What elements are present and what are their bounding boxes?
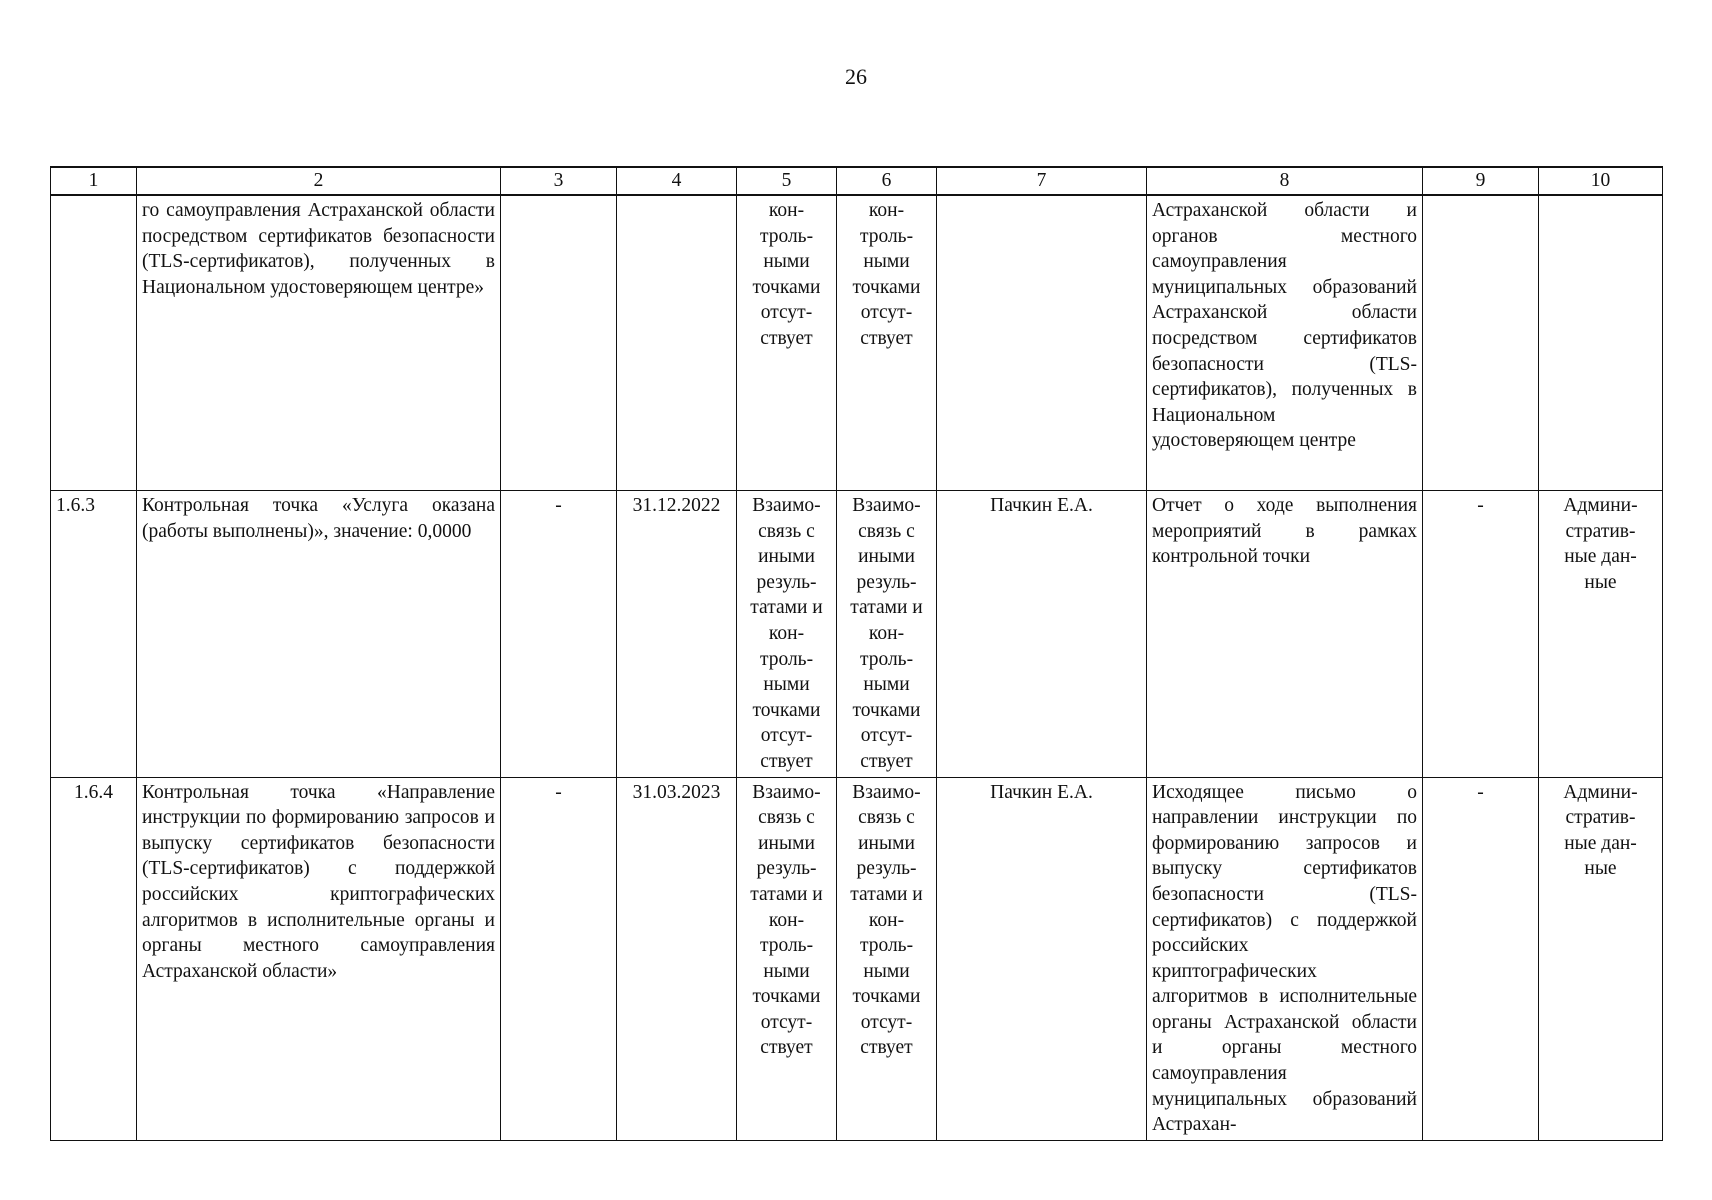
page-number: 26 bbox=[845, 64, 867, 89]
cell-col-5: Взаимо- связь с иными резуль- татами и кон- троль- ными точками отсут- ствует bbox=[737, 777, 837, 1140]
table-row-1-6-4 bbox=[51, 777, 1663, 1140]
header-col-5: 5 bbox=[737, 167, 837, 195]
header-col-1: 1 bbox=[51, 167, 137, 195]
cell-responsible: Пачкин Е.А. bbox=[937, 777, 1147, 1140]
header-row bbox=[51, 167, 1663, 195]
cell-col-9 bbox=[1423, 195, 1539, 491]
header-col-6: 6 bbox=[837, 167, 937, 195]
cell-date bbox=[617, 195, 737, 491]
cell-result: Отчет о ходе выполнения мероприятий в рамках контрольной точки bbox=[1147, 491, 1423, 778]
cell-col-5: кон- троль- ными точками отсут- ствует bbox=[737, 195, 837, 491]
cell-col-9: - bbox=[1423, 777, 1539, 1140]
cell-date: 31.03.2023 bbox=[617, 777, 737, 1140]
header-col-4: 4 bbox=[617, 167, 737, 195]
plan-table bbox=[50, 166, 1663, 1141]
cell-col-3: - bbox=[501, 777, 617, 1140]
cell-col-6: кон- троль- ными точками отсут- ствует bbox=[837, 195, 937, 491]
header-col-2: 2 bbox=[137, 167, 501, 195]
header-col-3: 3 bbox=[501, 167, 617, 195]
header-col-7: 7 bbox=[937, 167, 1147, 195]
cell-num: 1.6.4 bbox=[51, 777, 137, 1140]
cell-description: Контрольная точка «Услуга оказана (работы выполнены)», значение: 0,0000 bbox=[137, 491, 501, 778]
cell-date: 31.12.2022 bbox=[617, 491, 737, 778]
cell-col-5: Взаимо- связь с иными резуль- татами и кон- троль- ными точками отсут- ствует bbox=[737, 491, 837, 778]
cell-num bbox=[51, 195, 137, 491]
cell-col-10: Админи- стратив- ные дан- ные bbox=[1539, 491, 1663, 778]
cell-col-6: Взаимо- связь с иными резуль- татами и кон- троль- ными точками отсут- ствует bbox=[837, 777, 937, 1140]
header-col-8: 8 bbox=[1147, 167, 1423, 195]
cell-result: Астраханской области и органов местного самоуправления муниципальных образований Астраханской области посредством сертификатов безопасности (TLS-сертификатов), полученных в Национальном удостоверяющем центре bbox=[1147, 195, 1423, 491]
cell-col-3: - bbox=[501, 491, 617, 778]
cell-responsible: Пачкин Е.А. bbox=[937, 491, 1147, 778]
header-col-9: 9 bbox=[1423, 167, 1539, 195]
cell-col-3 bbox=[501, 195, 617, 491]
table-row-continuation bbox=[51, 195, 1663, 491]
header-col-10: 10 bbox=[1539, 167, 1663, 195]
cell-col-10 bbox=[1539, 195, 1663, 491]
table-row-1-6-3 bbox=[51, 491, 1663, 778]
cell-num: 1.6.3 bbox=[51, 491, 137, 778]
cell-col-10: Админи- стратив- ные дан- ные bbox=[1539, 777, 1663, 1140]
cell-col-9: - bbox=[1423, 491, 1539, 778]
cell-responsible bbox=[937, 195, 1147, 491]
cell-result: Исходящее письмо о направлении инструкции по формированию запросов и выпуску сертификатов безопасности (TLS-сертификатов) с поддержкой российских криптографических алгоритмов в исполнительные органы Астраханской области и органы местного самоуправления муниципальных образований Астрахан- bbox=[1147, 777, 1423, 1140]
cell-col-6: Взаимо- связь с иными резуль- татами и кон- троль- ными точками отсут- ствует bbox=[837, 491, 937, 778]
cell-description: Контрольная точка «Направление инструкции по формированию запросов и выпуску сертификатов безопасности (TLS-сертификатов) с поддержкой российских криптографических алгоритмов в исполнительные органы и органы местного самоуправления Астраханской области» bbox=[137, 777, 501, 1140]
cell-description: го самоуправления Астраханской области посредством сертификатов безопасности (TLS-сертификатов), полученных в Национальном удостоверяющем центре» bbox=[137, 195, 501, 491]
